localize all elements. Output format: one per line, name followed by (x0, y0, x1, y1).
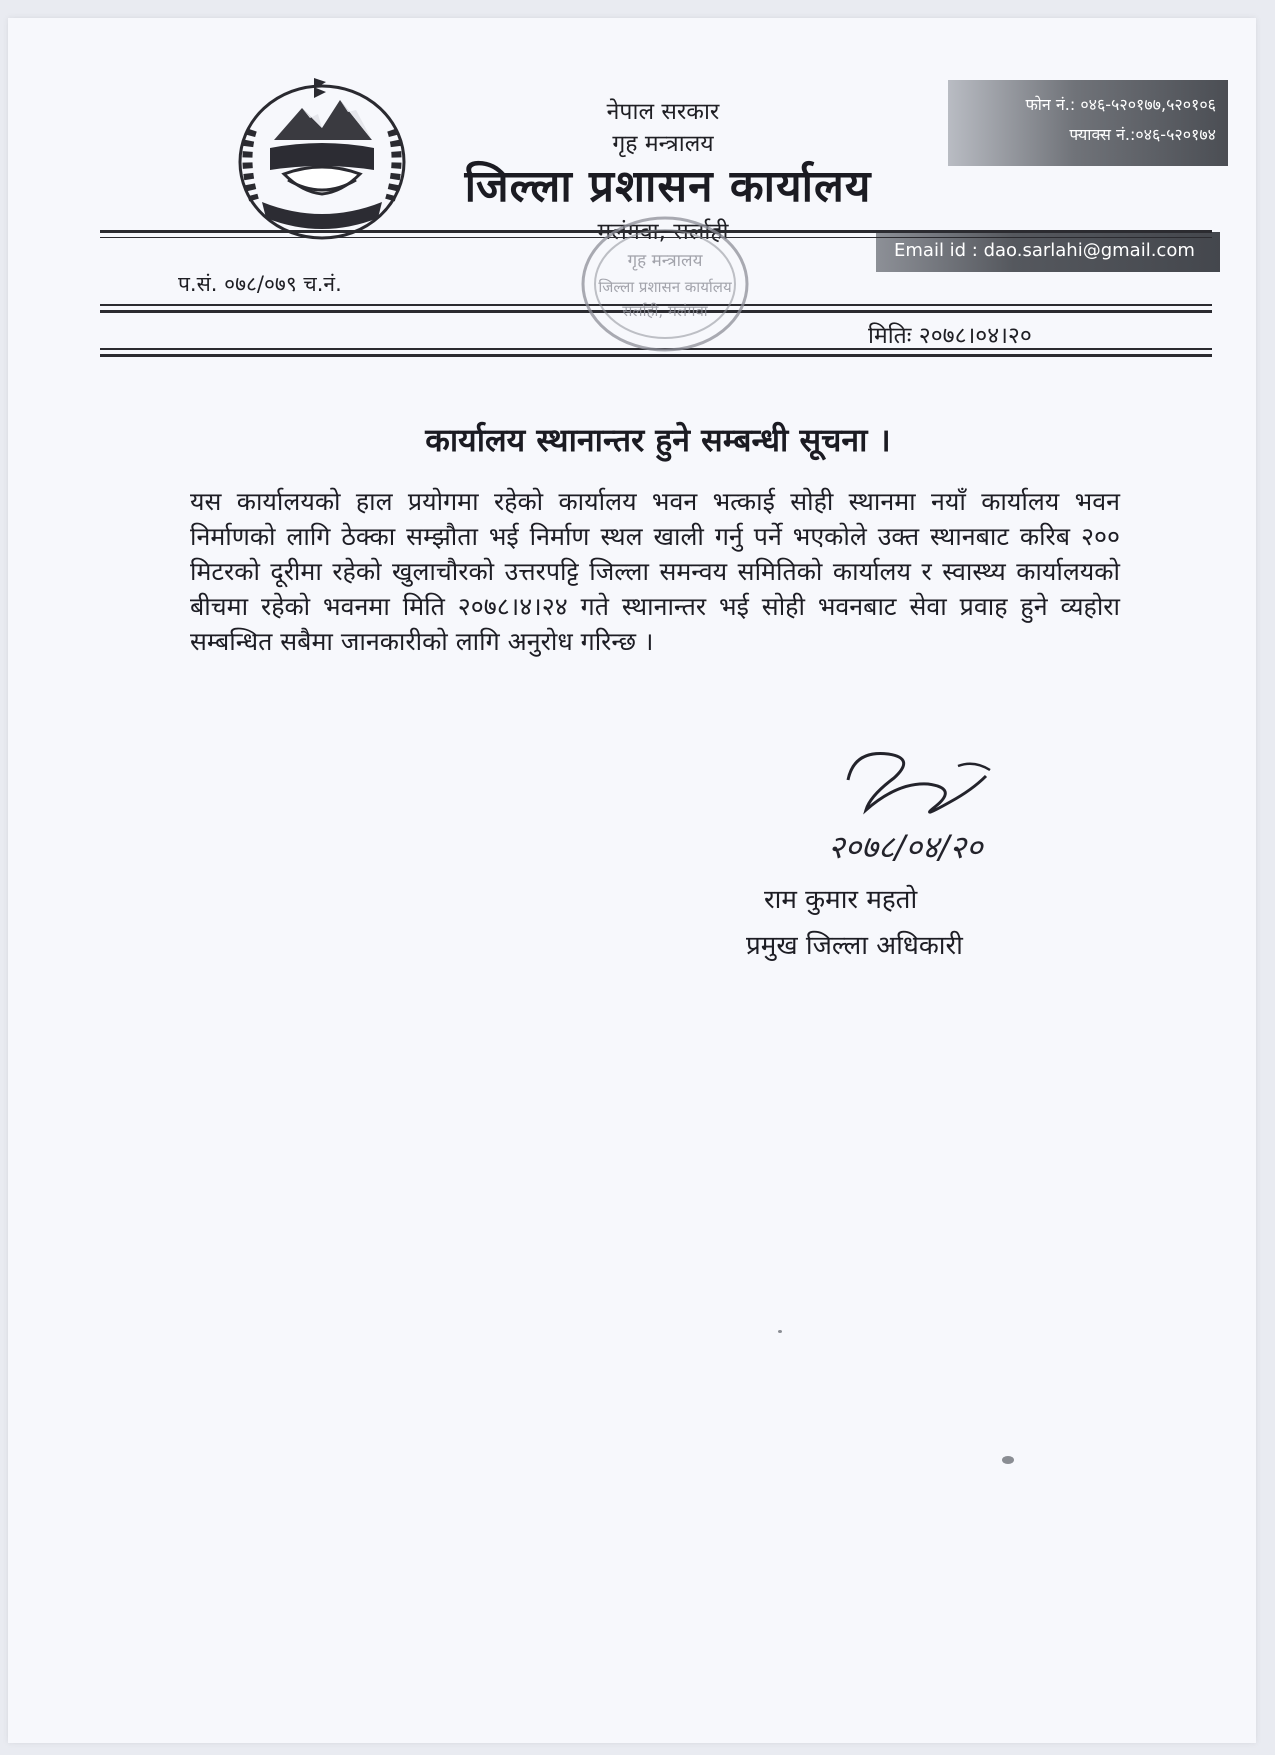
office-stamp-icon (560, 204, 770, 364)
paper-speck (1002, 1456, 1014, 1464)
ministry-name: गृह मन्त्रालय (612, 131, 714, 157)
phone-number: फोन नं.: ०४६-५२०१७७,५२०१०६ (1025, 95, 1216, 114)
signer-title: प्रमुख जिल्ला अधिकारी (746, 931, 963, 961)
letter-date: मितिः २०७८।०४।२० (868, 323, 1032, 349)
reference-number: प.सं. ०७८/०७९ च.नं. (178, 272, 342, 296)
stamp-text: गृह मन्त्रालय (627, 251, 703, 271)
letter-page (8, 18, 1256, 1743)
fax-number: फ्याक्स नं.:०४६-५२०१७४ (1069, 125, 1216, 144)
contact-box (948, 80, 1228, 166)
stamp-text: सर्लाही, मलंगवा (622, 302, 708, 320)
signature-date: २०७८/०४/२० (828, 828, 983, 866)
notice-title: कार्यालय स्थानान्तर हुने सम्बन्धी सूचना । (425, 421, 891, 459)
signature-icon (808, 740, 1028, 880)
paper-speck (778, 1330, 782, 1333)
nepal-emblem-icon (222, 70, 422, 250)
office-title: जिल्ला प्रशासन कार्यालय (464, 161, 872, 212)
signer-name: राम कुमार महतो (764, 885, 918, 915)
office-location: मलंगवा, सर्लाही (597, 219, 729, 245)
government-name: नेपाल सरकार (606, 99, 720, 125)
email-box: Email id : dao.sarlahi@gmail.com (876, 232, 1220, 272)
notice-body: यस कार्यालयको हाल प्रयोगमा रहेको कार्यालय भवन भत्काई सोही स्थानमा नयाँ कार्यालय भवन निर्माणको लागि ठेक्का सम्झौता भई निर्माण स्थल खाली गर्नु पर्ने भएकोले उक्त स्थानबाट करिब २०० मिटरको दूरीमा रहेको खुलाचौरको उत्तरपट्टि जिल्ला समन्वय समितिको कार्यालय र स्वास्थ्य कार्यालयको बीचमा रहेको भवनमा मिति २०७८।४।२४ गते स्थानान्तर भई सोही भवनबाट सेवा प्रवाह हुने व्यहोरा सम्बन्धित सबैमा जानकारीको लागि अनुरोध गरिन्छ । (190, 487, 1120, 656)
stamp-text: जिल्ला प्रशासन कार्यालय (598, 278, 732, 296)
